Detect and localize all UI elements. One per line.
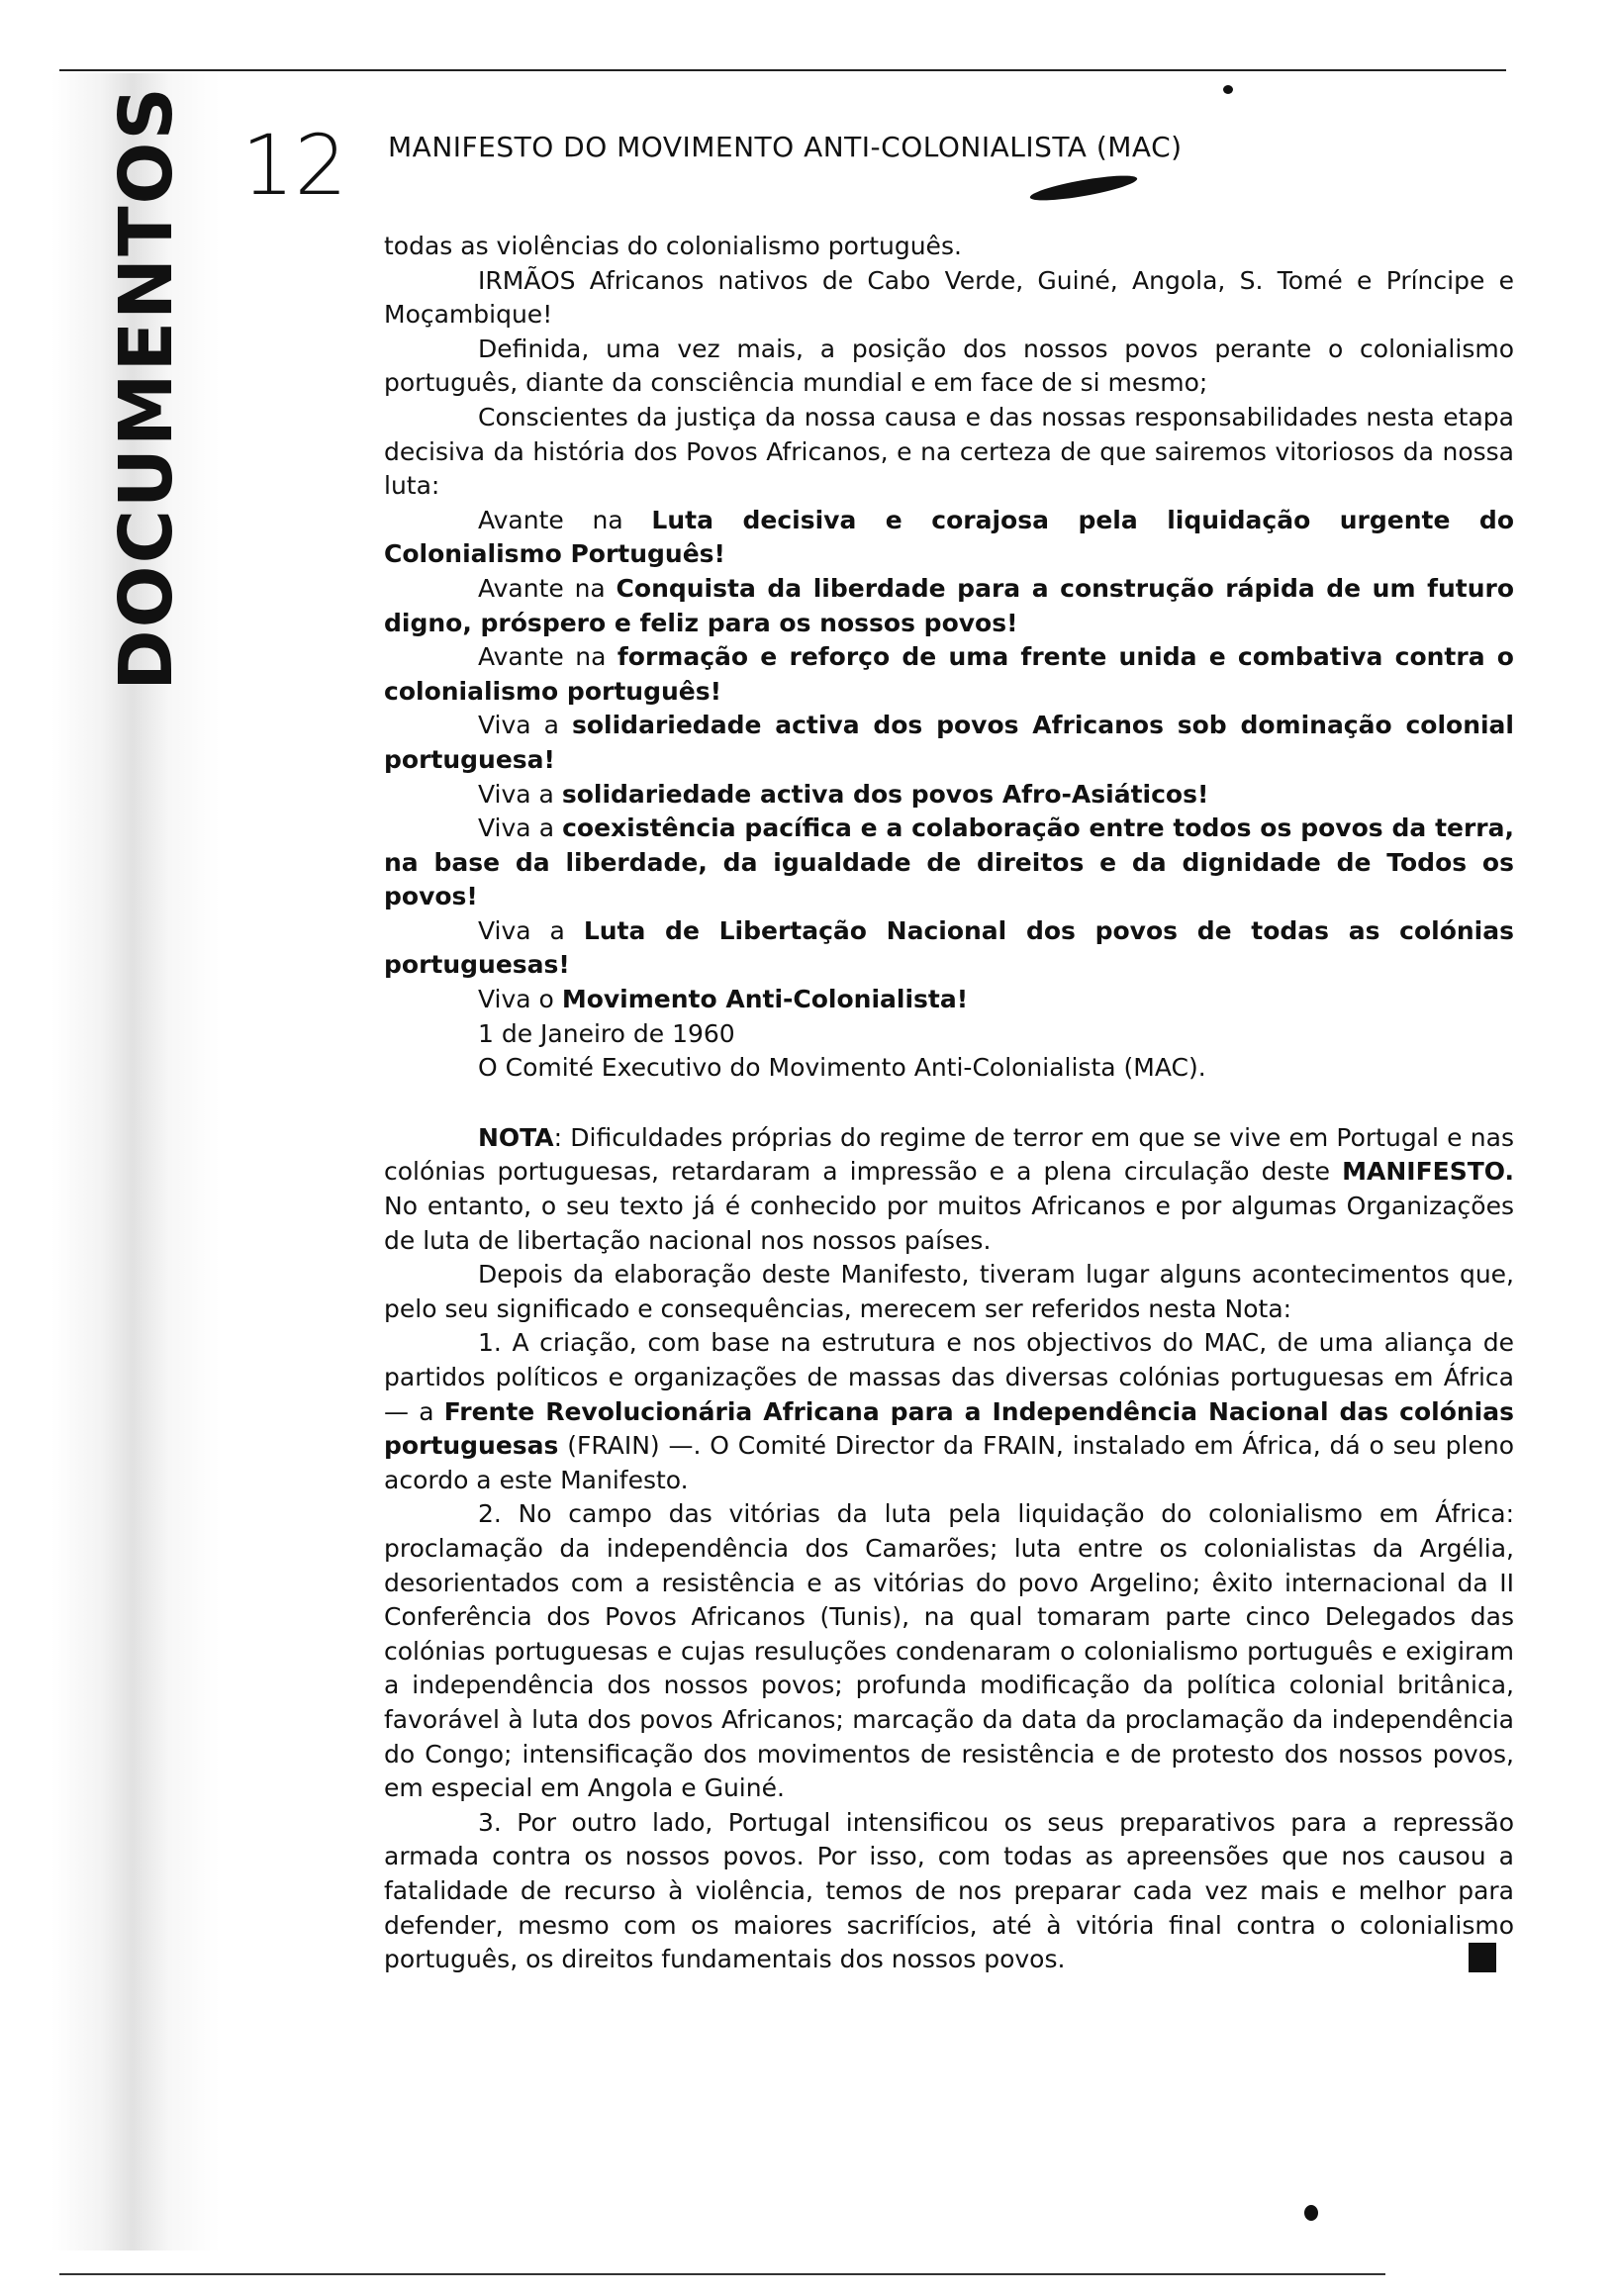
slogan (384, 572, 1514, 640)
slogan-text: solidariedade activa dos povos Africanos sob dominação colonial portuguesa! (384, 711, 1514, 774)
slogan (384, 914, 1514, 983)
date-line: 1 de Janeiro de 1960 (478, 1018, 735, 1048)
top-rule (59, 69, 1506, 71)
slogan-lead: Viva a (478, 915, 584, 945)
paragraph: todas as violências do colonialismo português. (384, 232, 962, 260)
bottom-rule (59, 2273, 1385, 2275)
slogan-lead: Viva o (478, 985, 562, 1014)
nota-paragraph (384, 1121, 1514, 1258)
slogan (384, 504, 1514, 572)
slogan (384, 709, 1514, 777)
nota-text: No entanto, o seu texto já é conhecido por muitos Africanos e por algumas Organizações de luta de libertação nacional nos nossos países. (384, 1192, 1514, 1255)
slogan-lead: Viva a (478, 813, 563, 843)
ink-blot (1304, 2205, 1318, 2221)
slogan-text: Luta de Libertação Nacional dos povos de todas as colónias portuguesas! (384, 915, 1515, 980)
ink-blot (1223, 85, 1233, 94)
slogan-text: Movimento Anti-Colonialista! (561, 985, 969, 1014)
slogan (384, 812, 1514, 914)
paragraph: Conscientes da justiça da nossa causa e das nossas responsabilidades nesta etapa decisiva da história dos Povos Africanos, e na certeza de que sairemos vitoriosos da nossa luta: (384, 402, 1514, 501)
end-mark-icon (1469, 1943, 1496, 1972)
slogan (384, 640, 1514, 709)
note-item-text: 3. Por outro lado, Portugal intensificou os seus preparativos para a repressão armada contra os nossos povos. Por isso, com todas as apreensões que nos causou a fatalidade de recurso à violência, temos de nos preparar cada vez mais e melhor para defender, mesmo com os maiores sacrifícios, até à vitória final contra o colonialismo português, os direitos fundamentais dos nossos povos. (384, 1807, 1514, 1974)
slogan-text: coexistência pacífica e a colaboração entre todos os povos da terra, na base da liberdade, da igualdade de direitos e da dignidade de Todos os povos! (384, 813, 1514, 911)
section-tab (104, 85, 189, 691)
note-item-text: 1. A criação, com base na estrutura e nos objectivos do MAC, de uma aliança de partidos políticos e organizações de massas das diversas colónias portuguesas em África — a (384, 1328, 1514, 1426)
slogan-lead: Avante na (478, 505, 652, 534)
nota-text: : Dificuldades próprias do regime de terror em que se vive em Portugal e nas colónias portuguesas, retardaram a impressão e a plena circulação deste (384, 1122, 1514, 1187)
paragraph: Depois da elaboração deste Manifesto, tiveram lugar alguns acontecimentos que, pelo seu significado e consequências, merecem ser referidos nesta Nota: (384, 1260, 1514, 1323)
slogan-text: Conquista da liberdade para a construção rápida de um futuro digno, próspero e feliz para os nossos povos! (384, 573, 1515, 637)
slogan (384, 778, 1514, 813)
spacer (384, 1086, 1514, 1121)
nota-label: NOTA (478, 1122, 554, 1152)
paragraph: IRMÃOS Africanos nativos de Cabo Verde, Guiné, Angola, S. Tomé e Príncipe e Moçambique! (384, 265, 1514, 330)
slogan-lead: Viva a (478, 779, 562, 809)
section-tab-label: DOCUMENTOS (104, 85, 189, 691)
page-number: 12 (241, 117, 347, 214)
frain-name: Frente Revolucionária Africana para a Independência Nacional das colónias portuguesas (384, 1396, 1515, 1461)
manifesto-word: MANIFESTO. (1342, 1157, 1514, 1187)
slogan (384, 983, 1514, 1017)
note-item-1 (384, 1326, 1514, 1497)
signature-line: O Comité Executivo do Movimento Anti-Colonialista (MAC). (478, 1053, 1206, 1083)
slogan-text: solidariedade activa dos povos Afro-Asiáticos! (561, 779, 1209, 809)
slogan-lead: Avante na (478, 642, 618, 672)
running-head: MANIFESTO DO MOVIMENTO ANTI-COLONIALISTA (MAC) (388, 131, 1183, 163)
paragraph: Definida, uma vez mais, a posição dos nossos povos perante o colonialismo português, diante da consciência mundial e em face de si mesmo; (384, 334, 1514, 398)
ink-blot (1028, 171, 1138, 206)
slogan-text: Luta decisiva e corajosa pela liquidação urgente do Colonialismo Português! (384, 505, 1514, 569)
document-body (384, 230, 1514, 1977)
slogan-text: formação e reforço de uma frente unida e combativa contra o colonialismo português! (384, 642, 1514, 706)
slogan-lead: Avante na (478, 573, 617, 603)
note-item-2: 2. No campo das vitórias da luta pela liquidação do colonialismo em África: proclamação da independência dos Camarões; luta entre os colonialistas da Argélia, desorientados com a resistência e as vitórias do povo Argelino; êxito internacional da II Conferência dos Povos Africanos (Tunis), na qual tomaram parte cinco Delegados das colónias portuguesas e cujas resuluções condenaram o colonialismo português e exigiram a independência dos nossos povos; profunda modificação da política colonial britânica, favorável à luta dos povos Africanos; marcação da data da proclamação da independência do Congo; intensificação dos movimentos de resistência e de protesto dos nossos povos, em especial em Angola e Guiné. (384, 1499, 1514, 1803)
note-item-text: (FRAIN) —. O Comité Director da FRAIN, instalado em África, dá o seu pleno acordo a este Manifesto. (384, 1431, 1514, 1494)
slogan-lead: Viva a (478, 711, 572, 740)
note-item-3 (384, 1806, 1514, 1977)
